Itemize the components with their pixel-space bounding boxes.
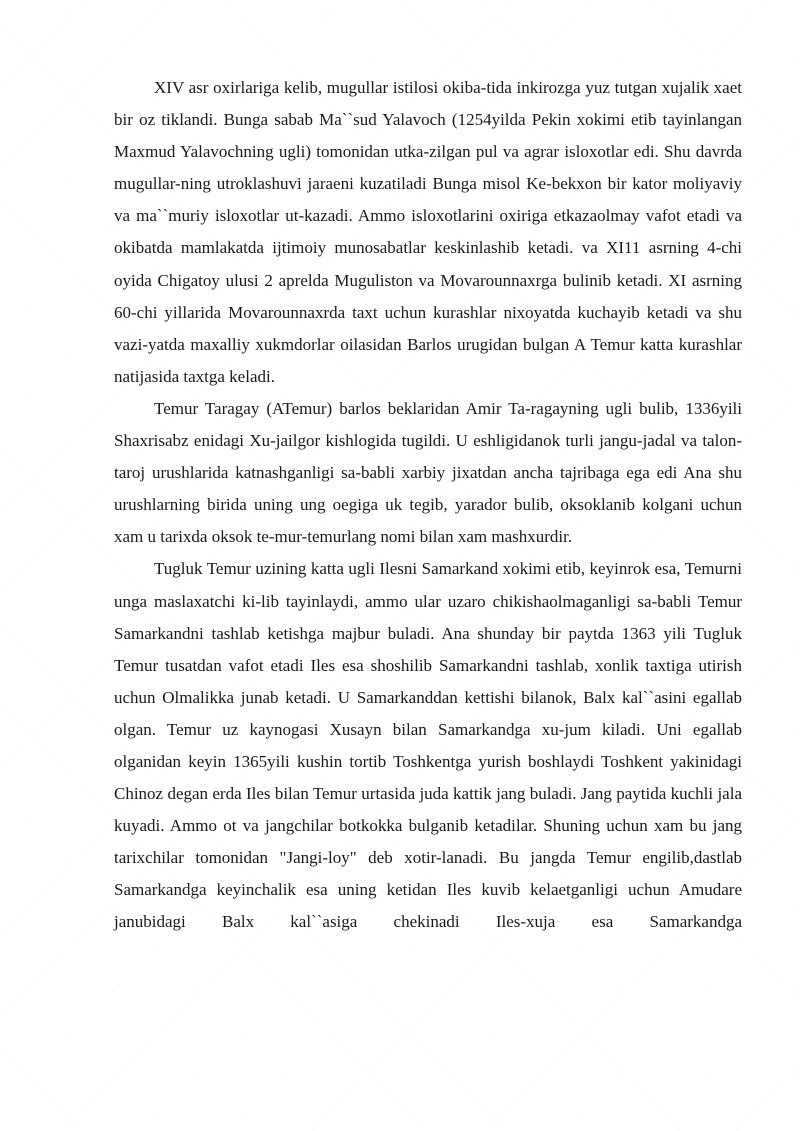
paragraph: Tugluk Temur uzining katta ugli Ilesni Samarkand xokimi etib, keyinrok esa, Temurni unga maslaxatchi ki-lib tayinlaydi, ammo ular uzaro chikishaolmaganligi sa-babli Temur Samarkandni tashlab ketishga majbur buladi. Ana shunday bir paytda 1363 yili Tugluk Temur tusatdan vafot etadi Iles esa shoshilib Samarkandni tashlab, xonlik taxtiga utirish uchun Olmalikka junab ketadi. U Samarkanddan kettishi bilanok, Balx kal``asini egallab olgan. Temur uz kaynogasi Xusayn bilan Samarkandga xu-jum kiladi. Uni egallab olganidan keyin 1365yili kushin tortib Toshkentga yurish boshlaydi Toshkent yakinidagi Chinoz degan erda Iles bilan Temur urtasida juda kattik jang buladi. Jang paytida kuchli jala kuyadi. Ammo ot va jangchilar botkokka bulganib ketadilar. Shuning uchun xam bu jang tarixchilar tomonidan "Jangi-loy" deb xotir-lanadi. Bu jangda Temur engilib,dastlab Samarkandga keyinchalik esa uning ketidan Iles kuvib kelaetganligi uchun Amudare janubidagi Balx kal``asiga chekinadi Iles-xuja esa Samarkandga <box>114 559 742 932</box>
paragraph: XIV asr oxirlariga kelib, mugullar istilosi okiba-tida inkirozga yuz tutgan xujalik xaet bir oz tiklandi. Bunga sabab Ma``sud Yalavoch (1254yilda Pekin xokimi etib tayinlangan Maxmud Yalavochning ugli) tomonidan utka-zilgan pul va agrar isloxotlar edi. Shu davrda mugullar-ning utroklashuvi jaraeni kuzatiladi Bunga misol Ke-bekxon bir kator moliyaviy va ma``muriy isloxotlar ut-kazadi. Ammo isloxotlarini oxiriga etkazaolmay vafot etadi va okibatda mamlakatda ijtimoiy munosabatlar keskinlashib ketadi. va XI11 asrning 4-chi oyida Chigatoy ulusi 2 aprelda Muguliston va Movarounnaxrga bulinib ketadi. XI asrning 60-chi yillarida Movarounnaxrda taxt uchun kurashlar nixoyatda kuchayib ketadi va shu vazi-yatda maxalliy xukmdorlar oilasidan Barlos urugidan bulgan A Temur katta kurashlar natijasida taxtga keladi. <box>114 78 742 386</box>
body-text <box>114 72 742 939</box>
paragraph: Temur Taragay (ATemur) barlos beklaridan Amir Ta-ragayning ugli bulib, 1336yili Shaxrisabz enidagi Xu-jailgor kishlogida tugildi. U eshligidanok turli jangu-jadal va talon-taroj urushlarida katnashganligi sa-babli xarbiy jixatdan ancha tajribaga ega edi Ana shu urushlarning birida uning ung oegiga uk tegib, yarador bulib, oksoklanib kolgani uchun xam u tarixda oksok te-mur-temurlang nomi bilan xam mashxurdir. <box>114 398 742 547</box>
